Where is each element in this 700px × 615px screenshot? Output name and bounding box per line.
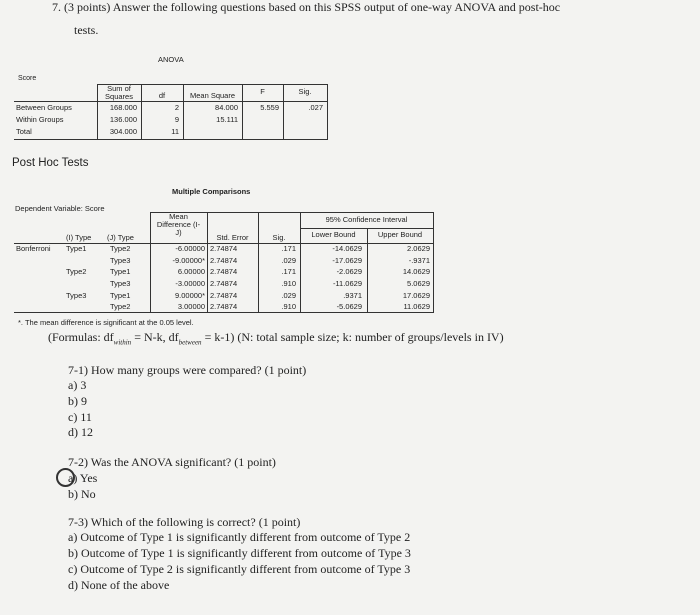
std-error-header: Std. Error [216,233,249,242]
anova-cell: 136.000 [109,115,137,124]
row-std-error: 2.74874 [210,267,238,276]
dependent-variable: Dependent Variable: Score [15,204,105,213]
q1-option[interactable]: a) 3 [68,378,87,392]
sig-header: Sig. [272,233,286,242]
multiple-comparisons-title: Multiple Comparisons [172,187,251,196]
row-std-error: 2.74874 [210,302,238,311]
row-upper: 2.0629 [407,244,430,253]
anova-cell: 11 [171,127,179,136]
anova-header-sos: Sum of Squares [105,84,133,101]
question-number: 7. [52,0,61,14]
anova-cell: 5.559 [260,103,279,112]
q1-option[interactable]: d) 12 [68,425,93,439]
row-sig: .910 [281,302,296,311]
q2-option[interactable]: b) No [68,487,96,501]
row-mean-diff: -9.00000* [172,256,205,265]
row-j-type: Type3 [110,279,131,288]
anova-cell: 15.111 [216,115,238,124]
q3-option[interactable]: c) Outcome of Type 2 is significantly different from outcome of Type 3 [68,562,411,576]
q1-option[interactable]: b) 9 [68,394,87,408]
row-lower: -17.0629 [332,256,362,265]
anova-row-label: Total [16,127,32,136]
row-mean-diff: 6.00000 [177,267,205,276]
row-lower: -5.0629 [336,302,362,311]
row-j-type: Type2 [110,302,131,311]
row-mean-diff: -3.00000 [175,279,205,288]
row-i-type: Type1 [66,244,87,253]
anova-cell: 304.000 [109,127,137,136]
q3-option[interactable]: d) None of the above [68,578,170,592]
j-type-header: (J) Type [107,233,134,242]
i-type-header: (I) Type [66,233,92,242]
row-j-type: Type2 [110,244,131,253]
anova-row-label: Between Groups [16,103,72,112]
anova-cell: 2 [174,103,179,112]
anova-header-sig: Sig. [298,87,312,96]
anova-cell: 168.000 [109,103,137,112]
row-lower: -2.0629 [336,267,362,276]
ci-header: 95% Confidence Interval [325,215,408,224]
row-sig: .171 [281,267,296,276]
q3-option[interactable]: b) Outcome of Type 1 is significantly different from outcome of Type 3 [68,546,411,560]
anova-header-f: F [260,87,265,96]
row-lower: -11.0629 [332,279,362,288]
row-j-type: Type3 [110,256,131,265]
row-std-error: 2.74874 [210,244,238,253]
anova-row-label: Within Groups [16,115,64,124]
row-i-type: Type2 [66,267,87,276]
question-title-cont: tests. [74,23,99,37]
anova-header-ms: Mean Square [189,91,236,100]
q1-option[interactable]: c) 11 [68,410,92,424]
lower-bound-header: Lower Bound [311,230,356,239]
posthoc-heading: Post Hoc Tests [12,157,89,169]
row-mean-diff: 3.00000 [177,302,205,311]
row-j-type: Type1 [110,291,131,300]
row-upper: 17.0629 [402,291,430,300]
q1-stem: 7-1) How many groups were compared? (1 point) [68,363,307,377]
anova-cell: 84.000 [215,103,238,112]
method-label: Bonferroni [16,244,51,253]
anova-header-df: df [158,91,166,100]
row-std-error: 2.74874 [210,291,238,300]
q3-option[interactable]: a) Outcome of Type 1 is significantly different from outcome of Type 2 [68,530,411,544]
q3-stem: 7-3) Which of the following is correct? (1 point) [68,515,301,529]
row-lower: -14.0629 [332,244,362,253]
row-std-error: 2.74874 [210,279,238,288]
row-std-error: 2.74874 [210,256,238,265]
row-upper: 5.0629 [407,279,430,288]
row-i-type: Type3 [66,291,87,300]
row-sig: .029 [281,256,296,265]
row-lower: .9371 [343,291,362,300]
row-mean-diff: 9.00000* [174,291,205,300]
q2-stem: 7-2) Was the ANOVA significant? (1 point) [68,455,276,469]
mean-diff-header: Mean Difference (I- J) [156,212,201,237]
anova-title: ANOVA [158,55,184,64]
row-upper: -.9371 [408,256,430,265]
row-sig: .171 [281,244,296,253]
question-text: Answer the following questions based on this SPSS output of one-way ANOVA and post-hoc [112,0,561,14]
row-sig: .029 [281,291,296,300]
question-points: (3 points) [64,0,111,14]
anova-cell: .027 [308,103,323,112]
formulas: (Formulas: $df_{within} = N-k$, $df_{between} = k-1$) (N: total sample size; k: number of groups/levels in IV) [48,330,504,347]
q2-option[interactable]: a) Yes [68,471,98,485]
row-sig: .910 [281,279,296,288]
upper-bound-header: Upper Bound [377,230,423,239]
row-upper: 11.0629 [403,302,430,311]
posthoc-footnote: *. The mean difference is significant at the 0.05 level. [18,318,194,327]
row-upper: 14.0629 [402,267,430,276]
row-j-type: Type1 [110,267,131,276]
row-mean-diff: -6.00000 [175,244,205,253]
question-title [52,0,560,15]
anova-variable: Score [18,75,37,82]
anova-cell: 9 [174,115,179,124]
